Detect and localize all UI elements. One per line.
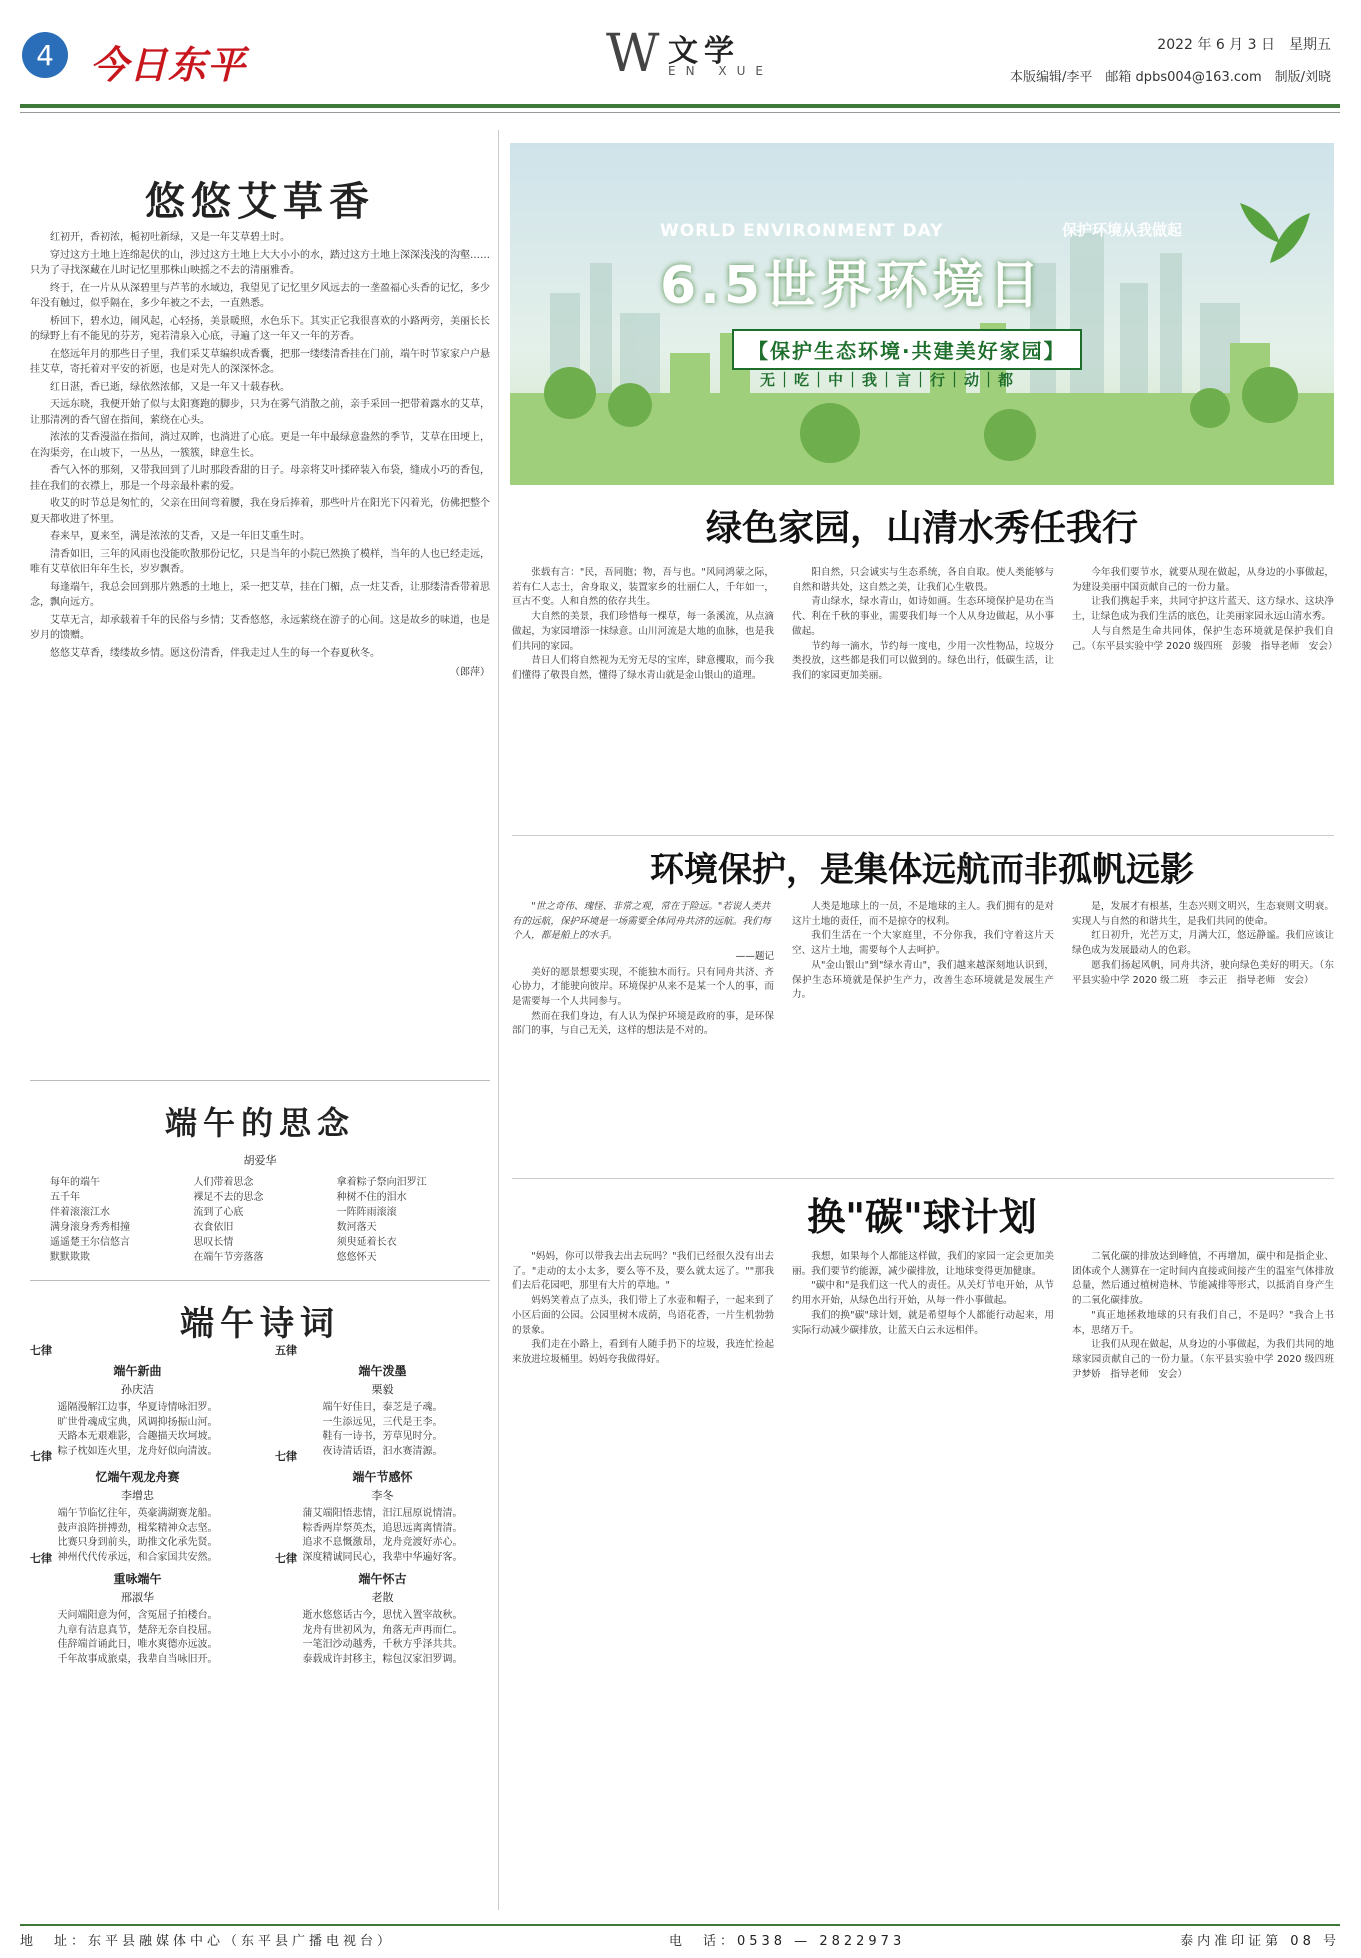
poem-title: 忆端午观龙舟赛 xyxy=(95,1470,180,1484)
poem-line: 千年故事成旅桌，我辈自当咏旧开。 xyxy=(57,1653,218,1665)
article-paragraph: 美好的愿景想要实现，不能独木而行。只有同舟共济、齐心协力，才能驶向彼岸。环境保护从来不是某一个人的事，而是需要每一个人共同参与。 xyxy=(512,966,774,1007)
article-paragraph: 愿我们扬起风帆，同舟共济，驶向绿色美好的明天。（东平县实验中学 2020 级二班 李云正 指导老师 安会） xyxy=(1072,959,1334,986)
poem-line: 一笔汨沙动越秀，千秋方乎泽共共。 xyxy=(302,1639,463,1650)
newspaper-logo: 今日东平 xyxy=(90,42,247,87)
poem-block xyxy=(30,1342,245,1459)
masthead xyxy=(0,0,1361,100)
footer-address: 地 址：东平县融媒体中心（东平县广播电视台） xyxy=(20,1934,395,1949)
environment-day-banner xyxy=(510,143,1334,485)
essay-paragraph: 悠悠艾草香，缕缕故乡情。愿这份清香，伴我走过人生的每一个春夏秋冬。 xyxy=(50,647,380,659)
poem-author: 胡爱华 xyxy=(243,1154,277,1167)
poem-line: 遥遥楚王尔信悠言 xyxy=(50,1237,130,1248)
poem-line: 天问端阳意为何，含冤屈子拍楼台。 xyxy=(57,1610,218,1621)
article-paragraph: 然而在我们身边，有人认为保护环境是政府的事，是环保部门的事，与自己无关，这样的想法是不对的。 xyxy=(512,1010,774,1037)
article-column xyxy=(512,566,774,826)
essay-paragraph: 桥回下，碧水边，闹风起，心轻扬，美景暖照，水色乐下。其实正它我很喜欢的小路两旁，美丽长长的绿野上有不能见的芬芳，宛若清泉入心底，寻遍了这一年又一年的芳香。 xyxy=(30,315,490,342)
poem-line: 默默欺欺 xyxy=(50,1252,90,1263)
poem-author: 李增忠 xyxy=(121,1489,154,1502)
poem-form: 七律 xyxy=(30,1344,52,1357)
banner-main-title: 6.5世界环境日 xyxy=(660,256,1045,316)
article-paragraph: 我们生活在一个大家庭里，不分你我，我们守着这片天空、这片土地，需要每个人去呵护。 xyxy=(792,930,1054,957)
article-paragraph: 二氧化碳的排放达到峰值，不再增加，碳中和是指企业、团体或个人测算在一定时间内直接或间接产生的温室气体排放总量，然后通过植树造林、节能减排等形式，以抵消自身产生的二氧化碳排放。 xyxy=(1072,1251,1334,1307)
column-divider xyxy=(498,130,499,1910)
poem-line: 流到了心底 xyxy=(193,1207,244,1218)
poem-line: 端午节临忆往年，英豪满湖赛龙船。 xyxy=(57,1508,218,1519)
article-column xyxy=(792,900,1054,1170)
article-paragraph: "妈妈，你可以带我去出去玩吗？"我们已经很久没有出去了。"走动的太小太多，要么等不及，要么就太远了。""那我们去后花园吧，那里有大片的草地。" xyxy=(512,1251,774,1292)
essay-paragraph: 每逢端午，我总会回到那片熟悉的土地上，采一把艾草，挂在门楣，点一炷艾香，让那缕清香带着思念，飘向远方。 xyxy=(30,581,490,608)
poem-form: 七律 xyxy=(275,1450,297,1463)
section-divider xyxy=(30,1280,490,1281)
poem-line: 种树不住的泪水 xyxy=(336,1192,407,1203)
poem-author: 栗毅 xyxy=(371,1383,394,1396)
article-paragraph: 我们走在小路上，看到有人随手扔下的垃圾，我连忙捡起来放进垃圾桶里。妈妈夸我做得好。 xyxy=(512,1339,774,1365)
essay-paragraph: 收艾的时节总是匆忙的，父亲在田间弯着腰，我在身后捧着，那些叶片在阳光下闪着光，仿佛把整个夏天都收进了怀里。 xyxy=(30,498,490,525)
poem-line: 天路本无艰难影，合趣描天坎坷坡。 xyxy=(57,1431,218,1442)
poem-block xyxy=(275,1342,490,1459)
issue-date: 2022 年 6 月 3 日 星期五 xyxy=(1157,37,1331,53)
article-title: 绿色家园，山清水秀任我行 xyxy=(705,507,1138,549)
article-paragraph: 妈妈笑着点了点头，我们带上了水壶和帽子，一起来到了小区后面的公园。公园里树木成荫，鸟语花香，一片生机勃勃的景象。 xyxy=(512,1295,774,1336)
poem-form: 七律 xyxy=(30,1552,52,1565)
poem-title: 端午节感怀 xyxy=(352,1470,413,1484)
article-paragraph: 青山绿水，绿水青山，如诗如画。生态环境保护是功在当代、利在千秋的事业，需要我们每一个人从身边做起，从小事做起。 xyxy=(792,596,1054,637)
article-paragraph: "碳中和"是我们这一代人的责任。从关灯节电开始，从节约用水开始，从绿色出行开始，从每一件小事做起。 xyxy=(792,1280,1054,1307)
poem-line: 在端午节旁落落 xyxy=(193,1252,264,1263)
article-paragraph: "真正地拯救地球的只有我们自己，不是吗？"我合上书本，思绪万千。 xyxy=(1072,1309,1334,1336)
article-paragraph: 我想，如果每个人都能这样做，我们的家园一定会更加美丽。我们要节约能源，减少碳排放，让地球变得更加健康。 xyxy=(792,1251,1054,1277)
article-paragraph: 大自然的美景，我们珍惜每一棵草，每一条溪流，从点滴做起，为家园增添一抹绿意。山川河流是大地的血脉，也是我们共同的家园。 xyxy=(512,611,774,652)
essay-paragraph: 在悠远年月的那些日子里，我们采艾草编织成香囊，把那一缕缕清香挂在门前，端午时节家家户户悬挂艾草，寄托着对平安的祈愿，也是对先人的深深怀念。 xyxy=(30,348,490,375)
footer-permit: 泰内准印证第 08 号 xyxy=(1180,1934,1340,1949)
article-epigraph-source: ——题记 xyxy=(735,950,774,962)
banner-english-title: WORLD ENVIRONMENT DAY xyxy=(660,221,944,241)
section-divider xyxy=(30,1080,490,1081)
poem-line: 神州代代传承远，和合家国共安然。 xyxy=(57,1551,218,1563)
article-column xyxy=(792,566,1054,826)
essay-paragraph: 终于，在一片从从深碧里与芦苇的水域边，我望见了记忆里夕风远去的一垄盈福心头香的记忆，多少年没有触过，似乎隔在，多少年被之不去，一直熟悉。 xyxy=(30,282,490,309)
essay-body xyxy=(30,230,490,1050)
article-paragraph: 红日初升，光芒万丈，月满大江，悠远静谧。我们应该让绿色成为发展最动人的色彩。 xyxy=(1072,930,1334,957)
poem-line: 鼓声浪阵拼搏劲，楫桨精神众志坚。 xyxy=(57,1522,218,1534)
article-paragraph: 是，发展才有根基，生态兴则文明兴，生态衰则文明衰。实现人与自然的和谐共生，是我们共同的使命。 xyxy=(1072,901,1334,927)
poem-line: 拿着粽子祭向汨罗江 xyxy=(336,1177,427,1188)
poem-author: 孙庆洁 xyxy=(121,1383,154,1396)
essay-paragraph: 春来早，夏来至，满是浓浓的艾香，又是一年旧艾重生时。 xyxy=(50,531,310,542)
article-paragraph: 今年我们要节水，就要从现在做起，从身边的小事做起，为建设美丽中国贡献自己的一份力量。 xyxy=(1072,567,1334,593)
essay-paragraph: 红日湛，香已逝，绿依然浓郁，又是一年又十载春秋。 xyxy=(50,381,290,393)
banner-theme: 【保护生态环境·共建美好家园】 xyxy=(732,329,1082,370)
poem-line: 逝水悠悠话古今，思忧入置宰故秋。 xyxy=(302,1610,463,1621)
poem-block xyxy=(30,1550,245,1667)
poem-title: 端午怀古 xyxy=(358,1572,407,1586)
poems-section-title: 端午诗词 xyxy=(180,1304,340,1344)
poem-line: 九章有洁息真节，楚辞无奈自投屈。 xyxy=(57,1624,218,1636)
poem-line: 鞋有一诗书，芳草见时分。 xyxy=(322,1431,443,1442)
poem-line: 人们带着思念 xyxy=(193,1177,254,1188)
poem-block xyxy=(30,1448,245,1565)
poem-line: 一生添远见，三代是王李。 xyxy=(322,1416,443,1428)
poem-line: 旷世骨魂成宝典，风调抑扬振山河。 xyxy=(57,1416,218,1428)
article-column xyxy=(1072,566,1338,826)
essay-paragraph: 清香如旧，三年的风雨也没能吹散那份记忆，只是当年的小院已然换了模样，当年的人也已经走远，唯有艾草依旧年年生长，岁岁飘香。 xyxy=(30,548,490,575)
poem-line: 佳辞端首诵此日，唯水爽德亦远波。 xyxy=(57,1639,218,1650)
essay-paragraph: 艾草无言，却承载着千年的民俗与乡情；艾香悠悠，永远萦绕在游子的心间。这是故乡的味道，也是岁月的馈赠。 xyxy=(30,614,490,641)
article-body xyxy=(512,1250,1344,1870)
article-paragraph: 张载有言："民，吾同胞；物，吾与也。"风同鸿蒙之际，若有仁人志士，舍身取义，装置家乡的壮丽仁人，千年如一，亘古不变。人和自然的依存共生。 xyxy=(512,567,774,608)
poem-line: 深度精诚同民心，我辈中华遍好客。 xyxy=(302,1551,463,1563)
essay-paragraph: 天远东晓，我便开始了似与太阳赛跑的脚步，只为在雾气消散之前，亲手采回一把带着露水的艾草，让那清冽的香气留在指间，萦绕在心头。 xyxy=(30,399,490,426)
article-column xyxy=(512,1250,774,1870)
poem-line: 每年的端午 xyxy=(50,1177,100,1188)
article-divider xyxy=(512,1178,1334,1179)
poem-line: 伴着滚滚江水 xyxy=(50,1207,110,1218)
banner-cn-slogan: 保护环境从我做起 xyxy=(1062,221,1183,239)
poem-line: 夜诗清话语，汩水赛清源。 xyxy=(322,1445,443,1457)
essay-paragraph: 香气入怀的那刻，又带我回到了儿时那段香甜的日子。母亲将艾叶揉碎装入布袋，缝成小巧的香包，挂在我们的衣襟上，那是一个母亲最朴素的爱。 xyxy=(30,465,490,492)
essay-paragraph: 浓浓的艾香漫溢在指间，淌过双眸，也淌进了心底。更是一年中最绿意盎然的季节，艾草在田埂上，在沟渠旁，在山坡下，一丛丛，一簇簇，肆意生长。 xyxy=(30,432,490,459)
article-paragraph: 人类是地球上的一员，不是地球的主人。我们拥有的是对这片土地的责任，而不是掠夺的权利。 xyxy=(792,901,1054,927)
section-letter: W xyxy=(606,24,660,84)
poem-title: 端午的思念 xyxy=(164,1104,355,1142)
article-column xyxy=(1072,900,1334,1170)
poem-form: 七律 xyxy=(275,1552,297,1565)
poem-author: 老散 xyxy=(371,1591,394,1604)
footer-phone: 电 话：0538 — 2822973 xyxy=(668,1934,906,1949)
poem-line: 衣食依旧 xyxy=(193,1222,234,1233)
poem-line: 一阵阵雨滚滚 xyxy=(336,1207,397,1218)
poem-lines xyxy=(50,1175,470,1265)
poem-line: 悠悠怀天 xyxy=(336,1252,377,1263)
poem-line: 比赛只身到前头，助推文化承先贤。 xyxy=(57,1537,218,1548)
article-paragraph: 阳自然，只会诚实与生态系统，各自自取。使人类能够与自然和谐共处，这自然之美，让我们心生敬畏。 xyxy=(792,567,1054,593)
article-paragraph: 让我们从现在做起，从身边的小事做起，为我们共同的地球家园贡献自己的一份力量。（东平县实验中学 2020 级四班 尹梦娇 指导老师 安会） xyxy=(1072,1339,1344,1380)
poem-line: 须臾延着长衣 xyxy=(336,1237,397,1248)
article-paragraph: 人与自然是生命共同体，保护生态环境就是保护我们自己。（东平县实验中学 2020 级四班 彭骏 指导老师 安会） xyxy=(1072,625,1338,652)
header-rule-thin xyxy=(20,112,1340,113)
essay-author: （郎萍） xyxy=(450,667,490,678)
essay-paragraph: 穿过这方土地上连绵起伏的山，涉过这方土地上大大小小的水，踏过这方土地上深深浅浅的沟壑……只为了寻找深藏在儿时记忆里那株山映摇之不去的清丽雅香。 xyxy=(30,249,490,276)
article-divider xyxy=(512,835,1334,836)
poem-block xyxy=(275,1448,490,1565)
article-paragraph: 我们的换"碳"球计划，就是希望每个人都能行动起来，用实际行动减少碳排放，让蓝天白云永远相伴。 xyxy=(792,1309,1054,1336)
page-number-badge: 4 xyxy=(22,32,68,78)
poem-line: 粽子枕如连火里，龙舟好似向清波。 xyxy=(57,1445,218,1457)
article-paragraph: 从"金山银山"到"绿水青山"，我们越来越深刻地认识到，保护生态环境就是保护生产力，改善生态环境就是发展生产力。 xyxy=(792,959,1054,1001)
article-title: 换"碳"球计划 xyxy=(807,1194,1037,1239)
poem-line: 粽香两岸祭英杰，追思远离离情清。 xyxy=(302,1522,463,1534)
article-epigraph: "世之奇伟、瑰怪、非常之观，常在于险远。"若说人类共有的远航，保护环境是一场需要全体同舟共济的远航。我们每个人，都是船上的水手。 xyxy=(512,901,772,941)
article-body xyxy=(512,900,1334,1170)
poem-line: 满身滚身秀秀相撞 xyxy=(50,1222,130,1233)
article-body xyxy=(512,566,1338,826)
essay-paragraph: 红初开，香初浓，栀初吐新绿，又是一年艾草碧土时。 xyxy=(50,232,290,243)
editor-credits: 本版编辑/李平 邮箱 dpbs004@163.com 制版/刘晓 xyxy=(1010,70,1331,85)
article-paragraph: 节约每一滴水，节约每一度电，少用一次性物品，垃圾分类投放，这些都是我们可以做到的。绿色出行，低碳生活，让我们的家园更加美丽。 xyxy=(792,640,1054,681)
poem-line: 数河落天 xyxy=(336,1222,377,1233)
poem-line: 泰载成许封移主，粽包汉家汨罗调。 xyxy=(302,1653,463,1665)
poem-title: 端午泼墨 xyxy=(358,1364,407,1378)
article-column xyxy=(1072,1250,1344,1870)
poem-line: 端午好佳日，泰芝是子魂。 xyxy=(322,1402,443,1413)
poem-line: 追求不息慨激昂，龙舟竞渡好赤心。 xyxy=(302,1537,463,1548)
footer xyxy=(20,1930,1340,1954)
poem-line: 思叹长情 xyxy=(193,1237,234,1248)
poem-form: 七律 xyxy=(30,1450,52,1463)
article-paragraph: 让我们携起手来，共同守护这片蓝天、这方绿水、这块净土，让绿色成为我们生活的底色，让美丽家园永远山清水秀。 xyxy=(1072,596,1334,623)
article-column xyxy=(792,1250,1054,1870)
poem-author: 李冬 xyxy=(371,1489,394,1502)
article-column xyxy=(512,900,774,1170)
left-column xyxy=(30,130,490,1920)
poem-line: 五千年 xyxy=(50,1192,80,1203)
poem-block xyxy=(275,1550,490,1667)
poem-author: 邢淑华 xyxy=(121,1591,154,1604)
article-title: 环境保护，是集体远航而非孤帆远影 xyxy=(650,850,1194,890)
poem-title: 端午新曲 xyxy=(113,1364,162,1378)
section-subtitle: EN XUE xyxy=(668,64,773,78)
article-paragraph: 昔日人们将自然视为无穷无尽的宝库，肆意攫取，而今我们懂得了敬畏自然，懂得了绿水青山就是金山银山的道理。 xyxy=(512,655,774,681)
poem-form: 五律 xyxy=(275,1344,297,1357)
poem-line: 裸足不去的思念 xyxy=(193,1192,264,1203)
poem-line: 遥隔漫解江边事，华夏诗情咏汨罗。 xyxy=(57,1402,218,1413)
footer-rule xyxy=(20,1924,1340,1926)
poem-title: 重咏端午 xyxy=(113,1572,162,1586)
poem-line: 蒲艾端阳悟悲情，汨江屈原说情清。 xyxy=(302,1508,463,1519)
section-title: 文学 xyxy=(668,34,740,69)
essay-title: 悠悠艾草香 xyxy=(145,178,375,225)
banner-motto: 无｜吃｜中｜我｜言｜行｜动｜都 xyxy=(760,371,1016,389)
poem-line: 龙舟有世初风为，角落无声再而仁。 xyxy=(302,1624,463,1636)
header-rule xyxy=(20,104,1340,108)
